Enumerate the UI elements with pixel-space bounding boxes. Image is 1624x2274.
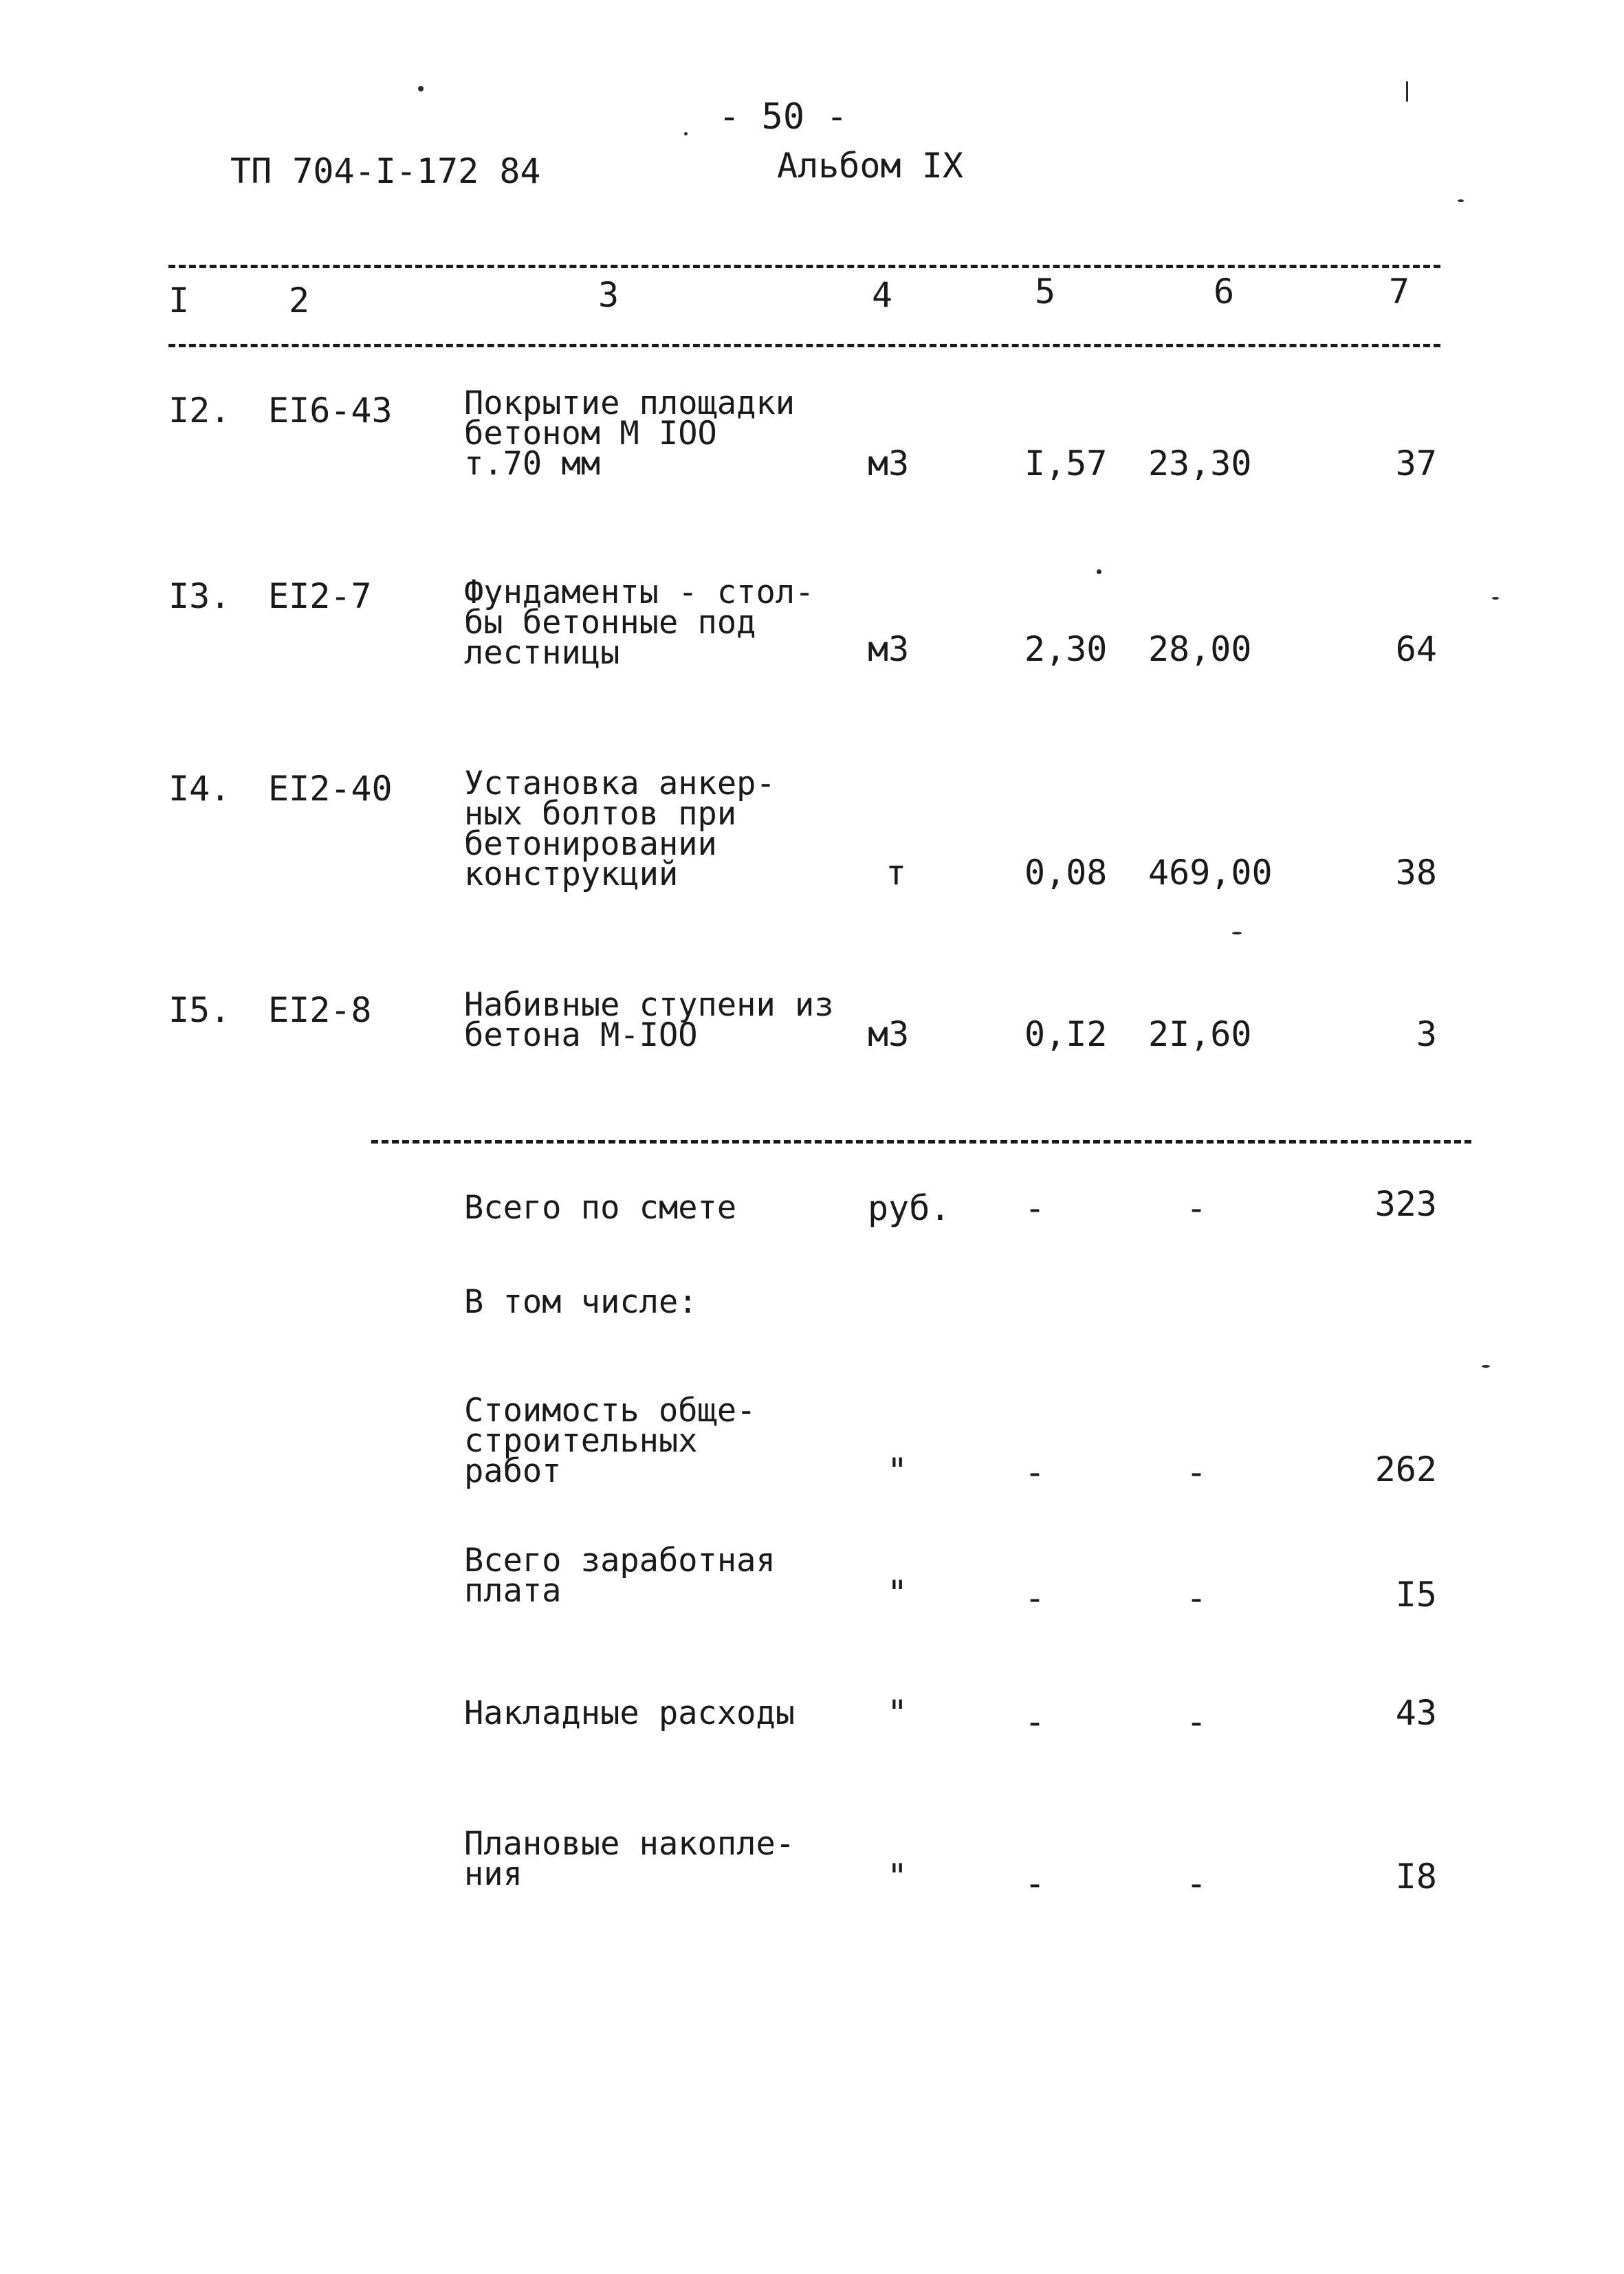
quantity: 0,08 (1024, 853, 1108, 893)
rate-code: EI2-40 (268, 769, 393, 809)
summary-total: 323 (1374, 1184, 1437, 1224)
summary-unit: " (887, 1573, 908, 1613)
row-number: I5. (168, 990, 231, 1030)
row-number: I2. (168, 391, 231, 430)
summary-unit: " (887, 1693, 908, 1733)
total-cost: 38 (1395, 853, 1437, 893)
total-cost: 3 (1416, 1014, 1437, 1054)
scan-speck (1406, 81, 1408, 102)
summary-price: - (1186, 1863, 1207, 1903)
unit: т (886, 853, 907, 893)
summary-total: I5 (1395, 1575, 1437, 1615)
summary-price: - (1186, 1702, 1207, 1742)
summary-price: - (1186, 1578, 1207, 1618)
column-number: 4 (872, 275, 893, 315)
scan-speck (1492, 597, 1499, 600)
unit: м3 (868, 1014, 910, 1054)
summary-label-line: Накладные расходы (464, 1694, 795, 1732)
scan-speck (1482, 1365, 1490, 1368)
work-description-line: конструкций (464, 855, 679, 893)
total-cost: 37 (1395, 444, 1437, 483)
unit: м3 (868, 629, 910, 669)
unit-price: 2I,60 (1148, 1014, 1252, 1054)
work-description-line: Покрытие площадки (464, 384, 795, 422)
summary-label-line: работ (464, 1452, 562, 1490)
summary-price: - (1186, 1188, 1207, 1228)
work-description-line: бетонировании (464, 825, 717, 863)
column-number: 6 (1214, 272, 1235, 311)
work-description-line: Набивные ступени из (464, 986, 834, 1024)
summary-total: 43 (1395, 1693, 1437, 1733)
summary-rule (371, 1140, 1471, 1144)
unit: м3 (868, 444, 910, 483)
summary-unit: руб. (868, 1188, 951, 1228)
summary-label-line: плата (464, 1572, 562, 1610)
summary-unit: " (887, 1451, 908, 1491)
unit-price: 469,00 (1148, 853, 1273, 893)
quantity: 2,30 (1024, 629, 1108, 669)
scan-speck (684, 132, 688, 135)
work-description-line: бетоном М IОО (464, 415, 717, 452)
header-rule-top (168, 265, 1440, 268)
quantity: 0,I2 (1024, 1014, 1108, 1054)
summary-label-line: Всего заработная (464, 1542, 776, 1579)
quantity: I,57 (1024, 444, 1108, 483)
work-description-line: ных болтов при (464, 795, 737, 833)
summary-quantity: - (1024, 1188, 1046, 1228)
summary-price: - (1186, 1452, 1207, 1492)
unit-price: 28,00 (1148, 629, 1252, 669)
work-description-line: т.70 мм (464, 445, 601, 483)
summary-quantity: - (1024, 1578, 1046, 1618)
work-description-line: Установка анкер- (464, 765, 776, 802)
summary-label-line: ния (464, 1855, 523, 1893)
work-description-line: бы бетонные под (464, 604, 756, 642)
summary-label-line: строительных (464, 1422, 698, 1460)
summary-label-line: Плановые накопле- (464, 1825, 795, 1863)
row-number: I3. (168, 576, 231, 616)
album-label: Альбом IX (777, 146, 963, 186)
scan-speck (418, 86, 424, 91)
column-number: 2 (289, 281, 310, 320)
column-number: I (168, 281, 190, 320)
scan-speck (1232, 932, 1242, 934)
summary-quantity: - (1024, 1863, 1046, 1903)
summary-total: 262 (1374, 1450, 1437, 1489)
column-number: 7 (1389, 272, 1410, 311)
work-description-line: бетона М-IОО (464, 1016, 698, 1054)
rate-code: EI2-7 (268, 576, 372, 616)
total-cost: 64 (1395, 629, 1437, 669)
work-description-line: Фундаменты - стол- (464, 573, 815, 611)
rate-code: EI2-8 (268, 990, 372, 1030)
column-number: 3 (598, 275, 619, 315)
summary-unit: " (887, 1857, 908, 1896)
column-number: 5 (1035, 272, 1056, 311)
row-number: I4. (168, 769, 231, 809)
rate-code: EI6-43 (268, 391, 393, 430)
document-code: ТП 704-I-172 84 (230, 151, 541, 191)
summary-quantity: - (1024, 1452, 1046, 1492)
scan-speck (1097, 569, 1101, 574)
summary-total: I8 (1395, 1857, 1437, 1896)
summary-label-line: Стоимость обще- (464, 1392, 756, 1430)
summary-label-line: В том числе: (464, 1283, 698, 1321)
scan-speck (1458, 199, 1464, 202)
unit-price: 23,30 (1148, 444, 1252, 483)
summary-quantity: - (1024, 1702, 1046, 1742)
work-description-line: лестницы (464, 634, 620, 672)
summary-label-line: Всего по смете (464, 1189, 737, 1227)
header-rule-bottom (168, 344, 1440, 347)
page-number: - 50 - (718, 96, 848, 138)
